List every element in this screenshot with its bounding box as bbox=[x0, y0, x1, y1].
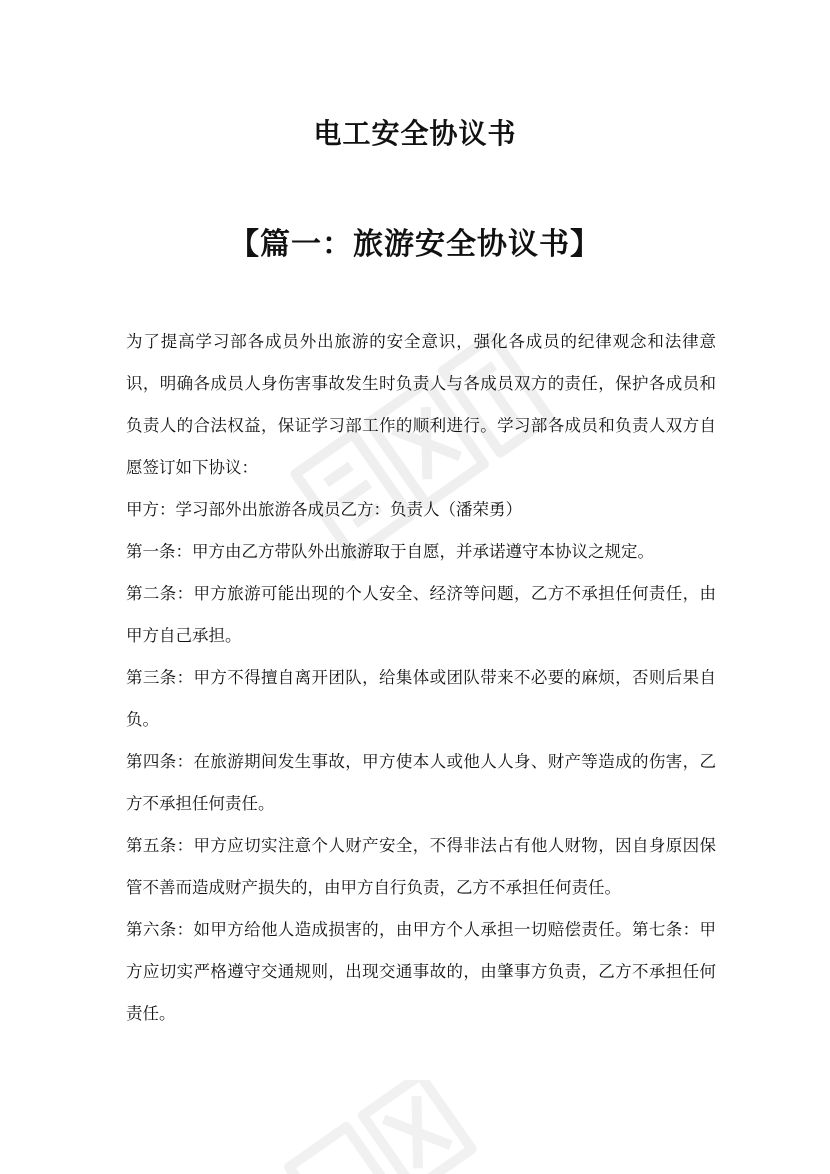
paragraph-article-2: 第二条：甲方旅游可能出现的个人安全、经济等问题，乙方不承担任何责任，由甲方自己承担。 bbox=[126, 584, 716, 645]
paragraph-parties: 甲方：学习部外出旅游各成员乙方：负责人（潘荣勇） bbox=[126, 500, 522, 519]
document-body bbox=[126, 321, 716, 1035]
paragraph-article-3: 第三条：甲方不得擅自离开团队，给集体或团队带来不必要的麻烦，否则后果自负。 bbox=[126, 668, 716, 729]
paragraph-article-1: 第一条：甲方由乙方带队外出旅游取于自愿，并承诺遵守本协议之规定。 bbox=[126, 542, 654, 561]
paragraph-article-4: 第四条：在旅游期间发生事故，甲方使本人或他人人身、财产等造成的伤害，乙方不承担任何责任。 bbox=[126, 752, 716, 813]
section-title: 【篇一：旅游安全协议书】 bbox=[229, 227, 601, 262]
watermark-stamp-icon-lower bbox=[230, 1080, 530, 1174]
document-title: 电工安全协议书 bbox=[313, 117, 517, 150]
paragraph-article-5: 第五条：甲方应切实注意个人财产安全，不得非法占有他人财物，因自身原因保管不善而造成财产损失的，由甲方自行负责，乙方不承担任何责任。 bbox=[126, 836, 716, 897]
paragraph-article-6-7: 第六条：如甲方给他人造成损害的，由甲方个人承担一切赔偿责任。第七条：甲方应切实严格遵守交通规则，出现交通事故的，由肇事方负责，乙方不承担任何责任。 bbox=[126, 920, 716, 1023]
paragraph-intro: 为了提高学习部各成员外出旅游的安全意识，强化各成员的纪律观念和法律意识，明确各成员人身伤害事故发生时负责人与各成员双方的责任，保护各成员和负责人的合法权益，保证学习部工作的顺利进行。学习部各成员和负责人双方自愿签订如下协议： bbox=[126, 332, 716, 477]
